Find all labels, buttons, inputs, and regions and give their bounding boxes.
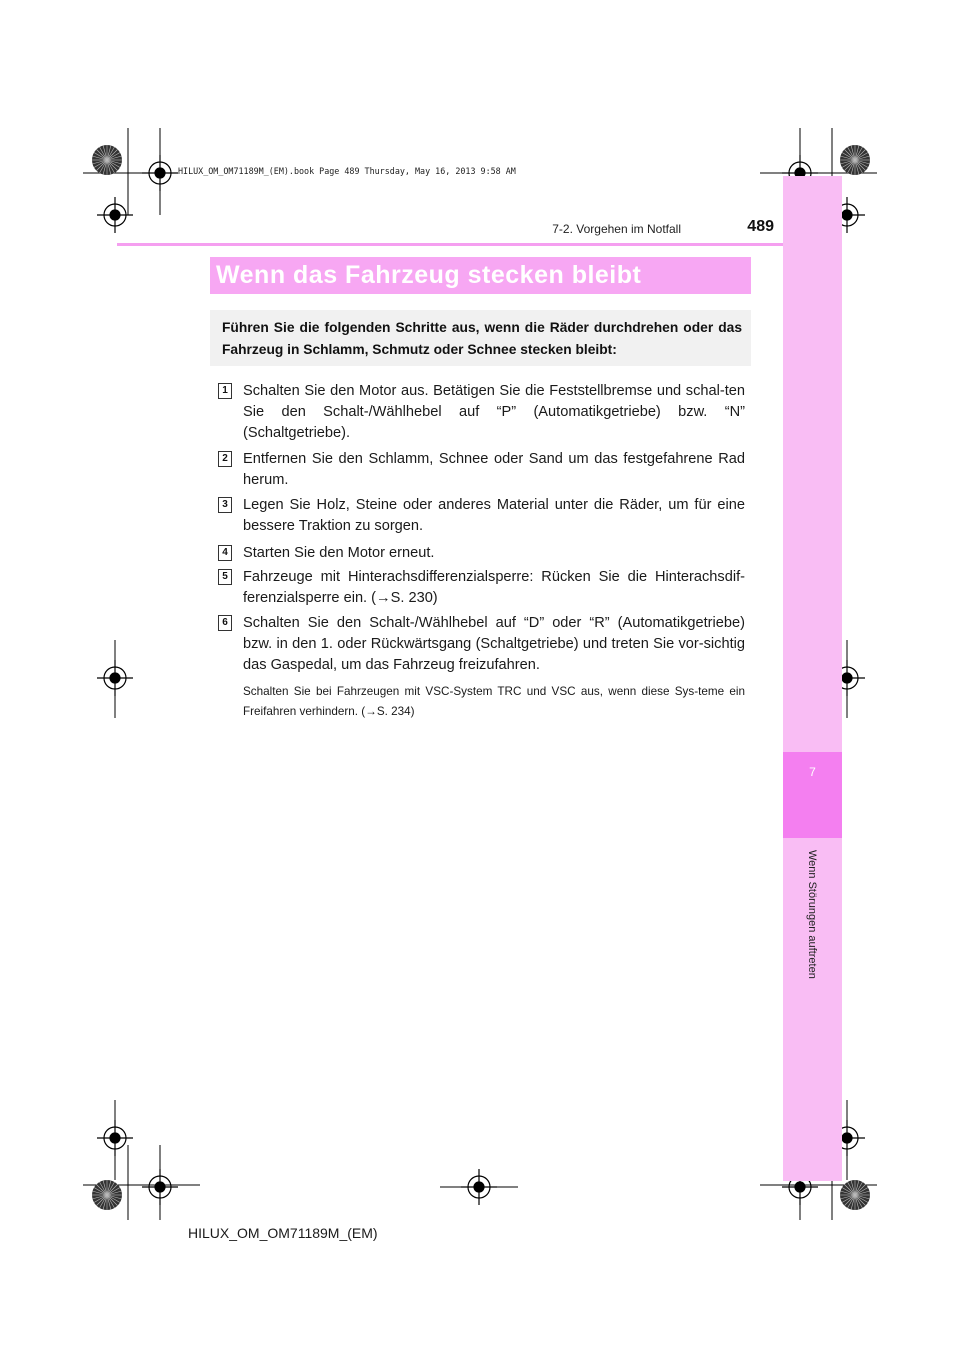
step-text-3: Legen Sie Holz, Steine oder anderes Material unter die Räder, um für eine bessere Traktion zu sorgen. <box>243 497 745 534</box>
step-number-1: 1 <box>218 383 232 399</box>
step-number-3: 3 <box>218 497 232 513</box>
step-number-2: 2 <box>218 451 232 467</box>
book-meta-stamp: HILUX_OM_OM71189M_(EM).book Page 489 Thursday, May 16, 2013 9:58 AM <box>178 166 516 176</box>
step-text-4: Starten Sie den Motor erneut. <box>243 545 435 561</box>
intro-text: Führen Sie die folgenden Schritte aus, wenn die Räder durchdrehen oder das Fahrzeug in Schlamm, Schmutz oder Schnee stecken bleibt: <box>222 320 742 357</box>
chapter-number: 7 <box>809 765 816 779</box>
chapter-side-strip <box>783 176 842 1181</box>
step-number-5: 5 <box>218 569 232 585</box>
step-text-2: Entfernen Sie den Schlamm, Schnee oder Sand um das festgefahrene Rad herum. <box>243 451 745 488</box>
note-text: Schalten Sie bei Fahrzeugen mit VSC-System TRC und VSC aus, wenn diese Sys-teme ein Freifahren verhindern. (→S. 234) <box>243 685 745 718</box>
section-label: 7-2. Vorgehen im Notfall <box>552 222 681 236</box>
step-text-6: Schalten Sie den Schalt-/Wählhebel auf “D” oder “R” (Automatikgetriebe) bzw. in den 1. oder Rückwärtsgang (Schaltgetriebe) und treten Sie vor-sichtig das Gaspedal, um das Fahrzeug freizufahren. <box>243 615 745 673</box>
chapter-title-text: Wenn Störungen auftreten <box>806 850 818 979</box>
step-text-1: Schalten Sie den Motor aus. Betätigen Sie die Feststellbremse und schal-ten Sie den Schalt-/Wählhebel auf “P” (Automatikgetriebe) bzw. “N” (Schaltgetriebe). <box>243 383 745 441</box>
step-text-5: Fahrzeuge mit Hinterachsdifferenzialsperre: Rücken Sie die Hinterachsdif-ferenzialsperre ein. (→S. 230) <box>243 569 745 606</box>
step-number-6: 6 <box>218 615 232 631</box>
page-title: Wenn das Fahrzeug stecken bleibt <box>216 261 642 289</box>
footer-doc-id: HILUX_OM_OM71189M_(EM) <box>188 1225 378 1241</box>
step-number-4: 4 <box>218 545 232 561</box>
header-divider <box>117 243 783 246</box>
page-number: 489 <box>747 218 774 235</box>
